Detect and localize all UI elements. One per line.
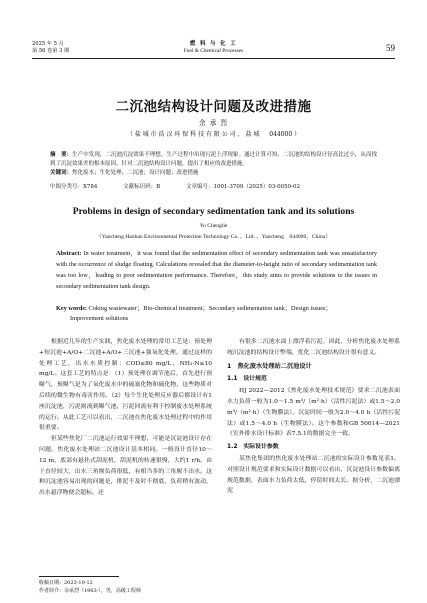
subsection-heading: 1.1 设计规范 xyxy=(227,376,267,383)
clc-number: 中图分类号：X784 xyxy=(50,184,98,190)
classification-meta xyxy=(50,183,377,192)
abstract-cn xyxy=(50,151,377,177)
body-paragraph: 根据近几年的生产实践，焦化废水处理的常用工艺是：预处理+短沉池+A/O+二沉池+A/O+三沉池+强氧化处理。通过这样的处理工艺，出水水质控制：COD≤80 mg/L，NH₃-N≤10 mg/L。这套工艺的特点是：（1）预处理在调节池后，首先进行预曝气，预曝气是为了氧化废水中的硫氰化物和硫化物，这些物质对后续的微生物有毒害作用。（2）每个生化处理反应器后都设计有1座沉淀池，污泥则流到曝气池，污泥回流有利于控制废水处理系统的运行。从此工艺可以看出，二沉池在焦化废水处理过程中的作用很重要。 xyxy=(39,339,212,432)
body-column-left xyxy=(39,337,212,499)
journal-name-en: Fuel & Chemical Processes xyxy=(183,48,244,54)
abstract-cn-label: 摘 要： xyxy=(50,152,73,158)
body-paragraph: 有很多二沉池水面上漂浮着污泥。因此，分析焦化废水处理系统沉淀池的结构设计弊端，优化二沉池结构设计很有意义。 xyxy=(227,339,400,356)
issue-date: 2025 年 5 月 xyxy=(32,41,64,47)
footnote-received: 收稿日期：2023-10-12 xyxy=(39,580,93,586)
affiliation-en: （Yancheng Haohan Environmental Protection Technology Co．，Ltd．，Yancheng 044000，China） xyxy=(96,234,331,240)
footnote-author: 作者简介：余承烈（1963-），男，高级工程师 xyxy=(39,588,141,594)
article-number: 文章编号：1001-3709（2025）03-0059-02 xyxy=(185,184,301,190)
section-heading: 1 焦化废水处理站二沉池设计 xyxy=(227,362,312,370)
abstract-en-text: In water treatment，it was found that the sedimentation effect of secondary sedimentation tank was unsatisfactory with the occurrence of sludge floating. Calculations revealed that the diameter-to-height ratio of secondary sedimentation tank was too low，leading to poor sedimentation performance. Therefore，this study aims to provide solutions to the issues in secondary sedimentation tank design. xyxy=(56,250,377,290)
footnote-divider xyxy=(39,576,119,577)
body-paragraph: 某焦化集团的焦化废水处理站二沉池的实际设计参数见表1。对照设计规范要求和实际设计数据可以看出，沉淀池设计参数偏离规范数据，表面水力负荷太低，停留时间太长。据分析，二沉池漂泥 xyxy=(227,455,400,495)
keywords-en-label: Key words: xyxy=(56,305,87,312)
keywords-en-text: Coking wastewater；Bio-chemical treatment；Secondary sedimentation tank；Design issues； xyxy=(88,305,332,312)
journal-name xyxy=(0,41,427,55)
body-column-right xyxy=(227,337,400,497)
affiliation-cn: （ 盐 城 市 浩 汉 环 保 科 技 有 限 公 司 ， 盐 城 044000 ） xyxy=(126,131,301,138)
keywords-cn-text: 焦化废水；生化处理；二沉池；设计问题；改进措施 xyxy=(72,169,199,176)
keywords-cn-label: 关键词： xyxy=(50,169,73,176)
author-name-en: Yu Chenglie xyxy=(199,223,228,229)
body-paragraph: 但某些焦化厂二沉池运行效果不理想，可能是沉淀池设计存在问题。焦化废水处理站二沉池设计基本相同。一般设计直径10～12 m，底部有悬挂式刮泥机，刮泥机的转速很慢，大约1 r/h。由于直径较大，出水三角堰负荷很低，有相当多的三角堰不出水。这种沉淀池容易出现的问题是，排泥不及时不彻底，负荷稍有波动，出水悬浮物便会超标，还 xyxy=(39,436,212,497)
article-title-en: Problems in design of secondary sedimentation tank and its solutions xyxy=(72,206,355,217)
abstract-en xyxy=(56,248,377,292)
abstract-en-label: Abstract: xyxy=(56,250,82,257)
article-title-cn: 二沉池结构设计问题及改进措施 xyxy=(115,99,312,115)
keywords-en xyxy=(56,304,377,324)
journal-name-cn: 燃 料 与 化 工 xyxy=(189,41,238,47)
abstract-cn-text: 生产中发现，二沉池沉淀效果不理想，生产过程中出现污泥上浮现象。通过计算可知，二沉池的结构设计径高比过小，从而找到了沉淀效果差的根本原因。针对二沉池结构设计问题，提出了相应的改进措施。 xyxy=(50,152,377,167)
issue-volume: 第 56 卷第 3 期 xyxy=(32,48,70,54)
header-divider xyxy=(32,58,395,59)
keywords-en-text-cont: Improvement solutions xyxy=(70,315,129,322)
author-name-cn: 余 承 烈 xyxy=(199,119,228,127)
subsection-heading: 1.2 实际设计参数 xyxy=(227,444,279,451)
document-code: 文献标识码：B xyxy=(123,184,161,190)
body-paragraph: HJ 2022—2012《焦化废水处理技术规范》要求二沉池表面水力负荷一般为1.0～1.5 m³/（m²·h）（活性污泥法）或1.5～2.0 m³/（m²·h）（生物膜法），沉淀时间一般为2.0～4.0 h（活性污泥法）或1.5～4.0 h（生物膜法）。这个参数和GB 50014—2021《室外排水设计标准》表7.5.1的数据完全一致。 xyxy=(227,388,400,438)
page-number: 59 xyxy=(386,43,395,53)
